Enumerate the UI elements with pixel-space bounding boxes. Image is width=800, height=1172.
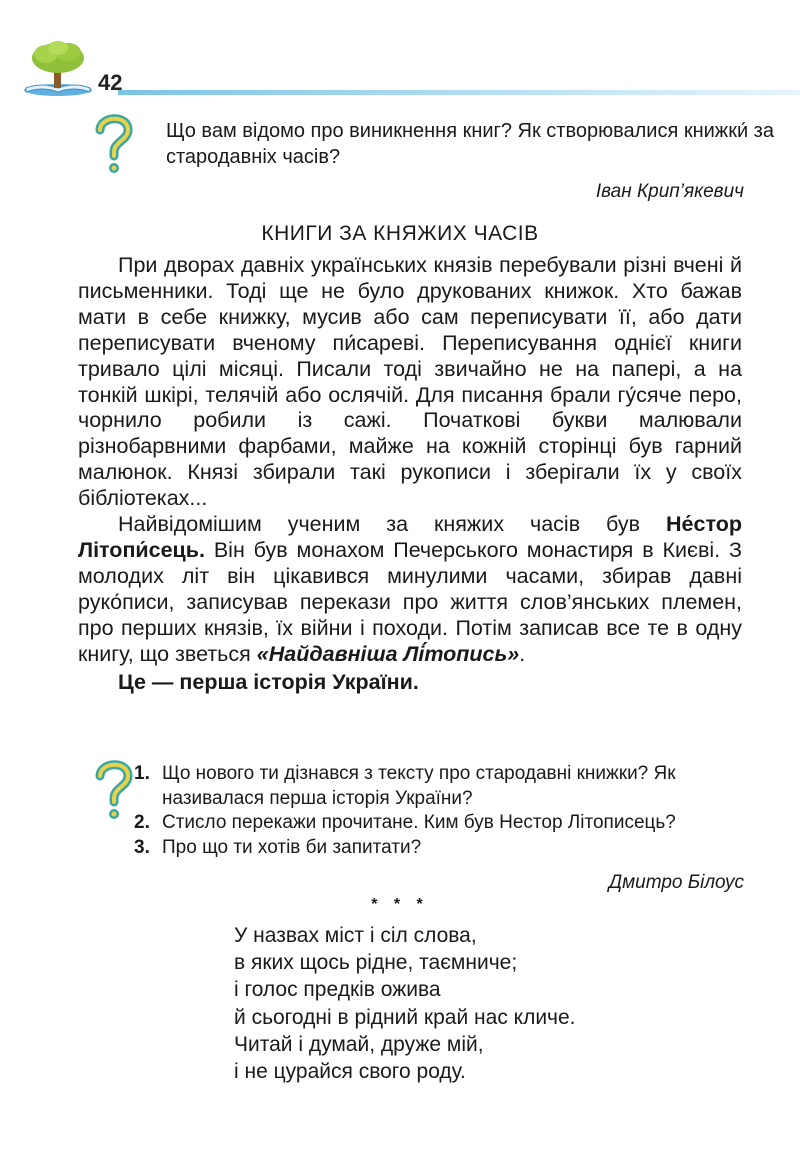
poem-line: Читай і думай, друже мій, (234, 1032, 484, 1056)
poem-line: і голос предків ожива (234, 978, 441, 1002)
page-number: 42 (98, 70, 123, 95)
poem-line: У назвах міст і сіл слова, (234, 924, 477, 947)
book-title: «Найдавніша Лі́топись» (256, 641, 520, 666)
author-kripiakevych: Іван Крип’якевич (595, 181, 744, 202)
question-text: Стисло перекажи прочитане. Ким був Нестор Літописець? (162, 812, 676, 833)
poem (234, 922, 576, 1085)
question-list (134, 762, 774, 860)
p2-end: . (519, 641, 526, 666)
question-mark-icon-2 (92, 758, 136, 822)
question-3 (134, 836, 774, 861)
question-2 (134, 811, 774, 836)
question-number: 2. (134, 812, 150, 833)
poem-separator: * * * (371, 896, 429, 913)
p2-start: Найвідомішим ученим за княжих часів був (118, 512, 667, 537)
paragraph-1: При дворах давніх українських князів перебували різні вчені й письменники. Тоді ще не було друкованих книжок. Хто бажав мати в себе книжку, мусив або сам переписувати її, або дати переписувати вченому пи́сареві. Переписування однієї книги тривало цілі місяці. Писали тоді звичайно не на папері, а на тонкій шкірі, телячій або ослячій. Для писання брали гу́сяче перо, чорнило робили із сажі. Початкові букви малювали різнобарвними фарбами, майже на кожній сторінці був гарний малюнок. Князі збирали такі рукописи і зберігали їх у своїх бібліотеках... (78, 253, 742, 511)
header-rule (118, 90, 800, 95)
poem-line: і не цурайся свого роду. (234, 1060, 466, 1084)
question-1 (134, 762, 774, 811)
question-text: Що нового ти дізнався з тексту про стародавні книжки? Як називалася перша історія України? (162, 763, 676, 809)
conclusion: Це — перша історія України. (118, 669, 419, 694)
story-title: КНИГИ ЗА КНЯЖИХ ЧАСІВ (261, 222, 539, 245)
question-mark-icon (92, 112, 136, 176)
story-text (78, 253, 742, 695)
question-text: Про що ти хотів би запитати? (162, 836, 422, 858)
book-tree-icon (22, 38, 94, 98)
p2-mid: Він був монахом Печерського монастиря в Києві. З молодих літ він цікавився минулими часами, збирав давні руко́писи, записував перекази про життя слов’янських племен, про перших князів, їх війни і походи. Потім записав все те в одну книгу, що зветься (78, 537, 742, 666)
nestor-name: Не́стор Літопи́сець. (78, 512, 742, 562)
intro-question: Що вам відомо про виникнення книг? Як створювалися книжки́ за стародавніх часів? (166, 120, 774, 168)
poem-line: й сьогодні в рідний край нас кличе. (234, 1005, 576, 1029)
author-bilous: Дмитро Білоус (608, 872, 744, 893)
question-number: 1. (134, 763, 150, 784)
paragraph-2 (78, 512, 742, 667)
poem-line: в яких щось рідне, таємниче; (234, 951, 518, 975)
question-number: 3. (134, 836, 150, 858)
